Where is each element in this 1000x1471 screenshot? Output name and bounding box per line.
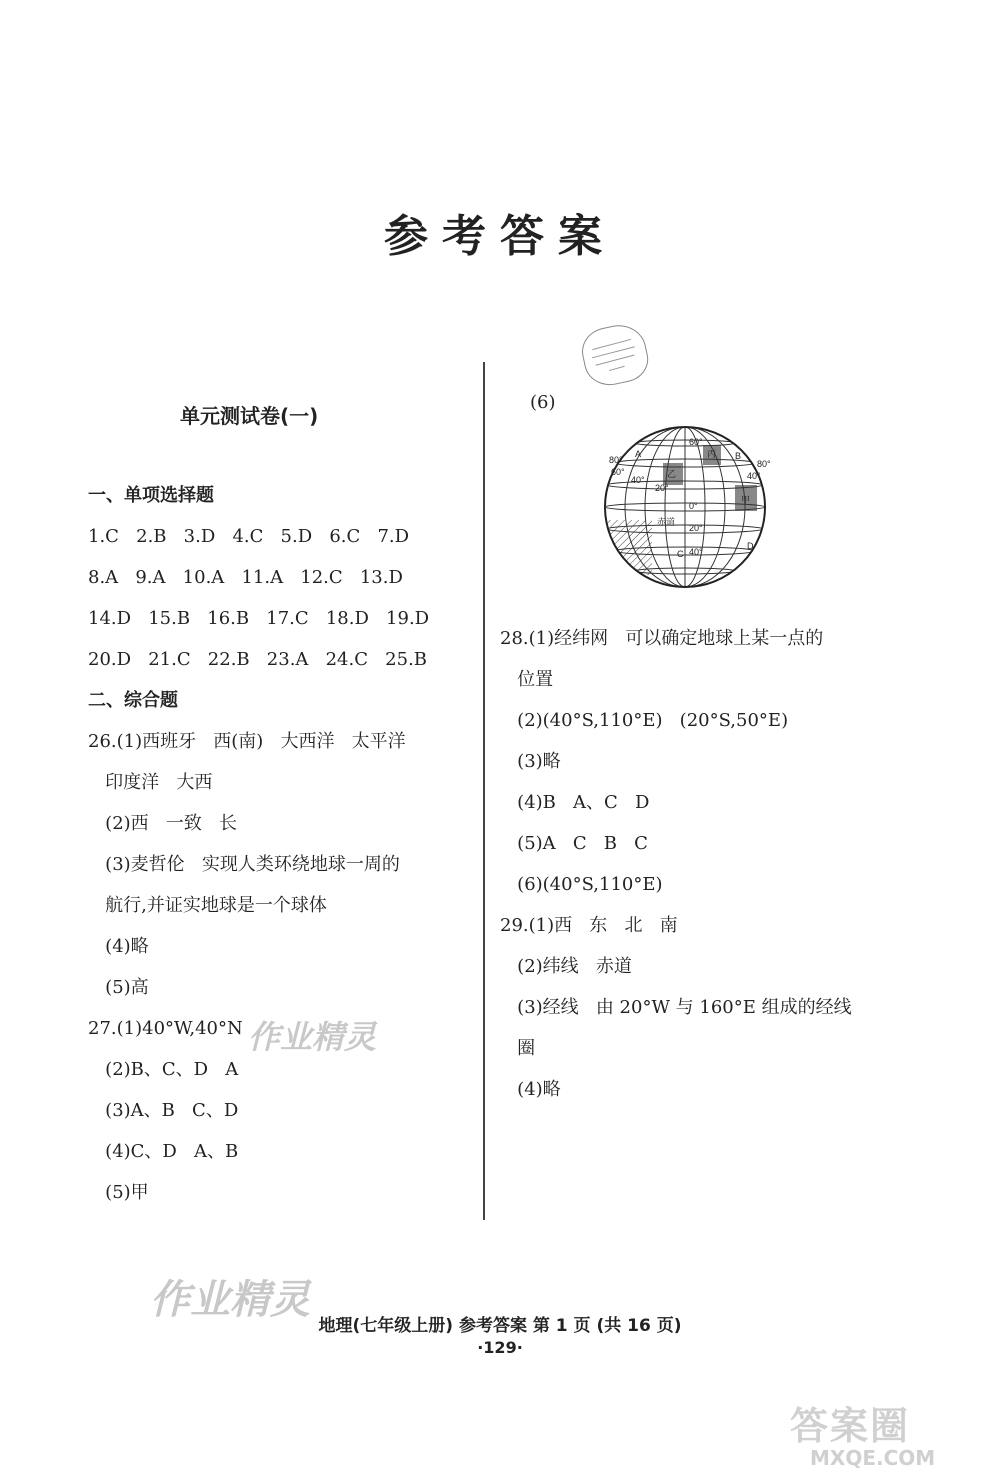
answer-line: (4)C、D A、B [88,1141,239,1162]
section-heading-comprehensive: 二、综合题 [88,690,178,711]
globe-label: B [735,451,742,461]
answer-line: 27.(1)40°W,40°N [88,1018,243,1039]
globe-label: 40° [689,547,703,557]
globe-label: 甲 [741,495,751,505]
corner-watermark-url: MXQE.COM [810,1446,936,1470]
globe-label: 60° [611,467,625,477]
globe-label: 40° [747,471,761,481]
answer-line: 1.C 2.B 3.D 4.C 5.D 6.C 7.D [88,526,410,547]
answer-line: (4)略 [500,1079,561,1100]
answer-line: (6)(40°S,110°E) [500,874,663,895]
answer-line: 14.D 15.B 16.B 17.C 18.D 19.D [88,608,430,629]
column-divider [483,362,485,1220]
globe-label: 60° [689,437,703,447]
globe-label: D [747,541,754,551]
watermark-text: 作业精灵 [248,1018,377,1056]
answer-line: (2)B、C、D A [88,1059,239,1080]
answer-line: (3)经线 由 20°W 与 160°E 组成的经线 [500,997,852,1018]
globe-label: 丙 [707,449,717,459]
globe-label: 80° [757,459,771,469]
globe-label: 赤道 [657,517,676,527]
globe-label: 20° [655,483,669,493]
globe-diagram [585,425,785,590]
globe-label: 80° [609,455,623,465]
answer-line: (4)B A、C D [500,792,650,813]
watermark-text-bottom: 作业精灵 [150,1277,310,1323]
answer-line: (4)略 [88,936,149,957]
answer-line: (2)纬线 赤道 [500,956,632,977]
footer-caption: 地理(七年级上册) 参考答案 第 1 页 (共 16 页) [318,1316,682,1336]
answer-line: (3)略 [500,751,561,772]
answer-line: (2)(40°S,110°E) (20°S,50°E) [500,710,789,731]
globe-label: 0° [689,501,698,511]
answer-line: (3)麦哲伦 实现人类环绕地球一周的 [88,854,400,875]
globe-label: C [677,549,684,559]
answer-line: 航行,并证实地球是一个球体 [88,895,327,916]
answer-line: (3)A、B C、D [88,1100,239,1121]
globe-label: A [635,449,642,459]
stamp-seal [578,320,653,390]
answer-line: (6) [530,392,556,413]
page-title: 参考答案 [384,211,616,262]
answer-line: (5)高 [88,977,149,998]
answer-line: 28.(1)经纬网 可以确定地球上某一点的 [500,628,824,649]
answer-line: 29.(1)西 东 北 南 [500,915,678,936]
answer-line: 圈 [500,1038,536,1059]
globe-label: 20° [689,523,703,533]
answer-line: 位置 [500,669,554,690]
section-title: 单元测试卷(一) [180,404,319,428]
answer-line: 20.D 21.C 22.B 23.A 24.C 25.B [88,649,428,670]
answer-line: 印度洋 大西 [88,772,213,793]
page-number: ·129· [477,1338,523,1357]
answer-line: 8.A 9.A 10.A 11.A 12.C 13.D [88,567,403,588]
answer-line: (5)A C B C [500,833,648,854]
section-heading-choice: 一、单项选择题 [88,485,214,506]
answer-line: (5)甲 [88,1182,149,1203]
globe-label: 乙 [667,469,677,479]
corner-watermark-main: 答案圈 [790,1404,911,1448]
globe-label: 40° [631,475,645,485]
answer-line: 26.(1)西班牙 西(南) 大西洋 太平洋 [88,731,406,752]
corner-watermark [790,1395,990,1470]
answer-line: (2)西 一致 长 [88,813,237,834]
